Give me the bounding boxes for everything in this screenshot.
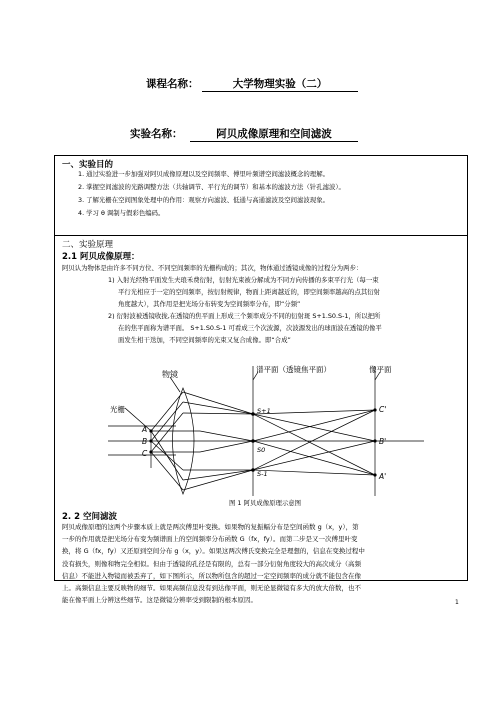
point-A: A (142, 425, 148, 434)
section2-title: 二、实验原理 (62, 240, 114, 250)
point-B-prime: B' (379, 437, 387, 446)
abbe-intro: 阿贝认为物体是由许多不同方位、不同空间频率的光栅构成的；其次，物体通过透镜成像的过程分为两步： (62, 264, 363, 272)
experiment-name-value: 阿贝成像原理和空间滤波 (190, 126, 358, 142)
point-C-prime: C' (379, 405, 387, 414)
objective-item-3: 3. 了解光栅在空间图象处理中的作用：观察方向滤波、低通与高通滤波及空间滤波现象。 (78, 196, 329, 204)
label-grating: 光栅 (110, 405, 125, 414)
objective-item-2: 2. 掌握空间滤波的光路调整方法（共轴调节、平行光的调节）和基本的滤波方法（针孔滤波）。 (78, 183, 345, 191)
objective-item-1: 1. 通过实验进一步加强对阿贝成像原理以及空间频率、傅里叶频谱空间滤波概念的理解。 (78, 170, 329, 178)
experiment-name-label: 实验名称： (130, 128, 183, 140)
label-objective: 物镜 (162, 370, 178, 379)
label-s-zero: S0 (257, 446, 266, 454)
objective-item-4: 4. 学习 θ 调制与假彩色编码。 (78, 209, 165, 217)
figure-caption: 图 1 阿贝成像原理示意图 (229, 499, 302, 507)
point-A-prime: A' (379, 472, 387, 481)
subsection-abbe-title: 2.1 阿贝成像原理： (62, 252, 140, 262)
course-name-label: 课程名称： (146, 78, 199, 90)
point-C: C (142, 449, 148, 458)
filtering-paragraph: 阿贝成像原理的这两个步骤本质上就是两次傅里叶变换。如果物的复振幅分布是空间函数 g（x，y），第 一步的作用就是把光场分布变为频谱面上的空间频率分布函数 G（fx，fy）。而第二步是又一次傅里叶变 换，将 G（fx，fy）又还原到空间分布 g（x，y）。如果这两次傅氏变换完全是理想的，信息在变换过程中 没有损失，则像和物完全相似。但由于透镜的孔径是有限的，总有一部分衍射角度较大的高次成分（高频 信息）不能进入物镜而被丢弃了，如下图所示，所以物所包含的超过一定空间频率的成分就不能包含在像 上。高频信息主要反映物的细节。如果高频信息没有到达像平面，则无论显微镜有多大的放大倍数，也不 能在像平面上分辨这些细节。这是微镜分辨率受到限制的根本原因。 (62, 523, 365, 605)
label-spectrum-plane: 谱平面（透镜焦平面） (256, 365, 331, 374)
abbe-step2-line2: 在的焦平面称为谱平面。 S+1.S0.S-1 可看成三个次波源，次波源发出的球面波在透镜的像平 (118, 324, 382, 332)
subsection-filtering-title: 2. 2 空间滤波 (62, 512, 117, 522)
page-number: 1 (455, 599, 459, 606)
course-name-value: 大学物理实验（二） (202, 76, 358, 92)
label-s-plus-1: S+1 (257, 407, 271, 415)
label-s-minus-1: S-1 (257, 470, 268, 478)
abbe-step1-line1: 1) 入射光经物平面发生夫琅禾费衍射，衍射光束被分解成为不同方向传播的多束平行光（每一束 (108, 276, 379, 284)
abbe-step1-line3: 角度越大），其作用是把光场分布转变为空间频率分布，即“分频” (118, 300, 301, 308)
abbe-step2-line3: 面发生相干迭加，不同空间频率的光束又复合成像。即“合成” (118, 336, 291, 344)
label-image-plane: 像平面 (369, 365, 392, 374)
abbe-step2-line1: 2) 衍射波被透镜收拢,在透镜的焦平面上形成三个频率成分不同的衍射斑 S+1.S0.S-1，所以把所 (108, 312, 381, 320)
section1-title: 一、实验目的 (62, 160, 114, 170)
point-B: B (142, 437, 148, 446)
abbe-step1-line2: 平行光相应于一定的空间频率，按衍射规律，物面上距离越近的，即空间频率越高的点其衍射 (118, 288, 381, 296)
